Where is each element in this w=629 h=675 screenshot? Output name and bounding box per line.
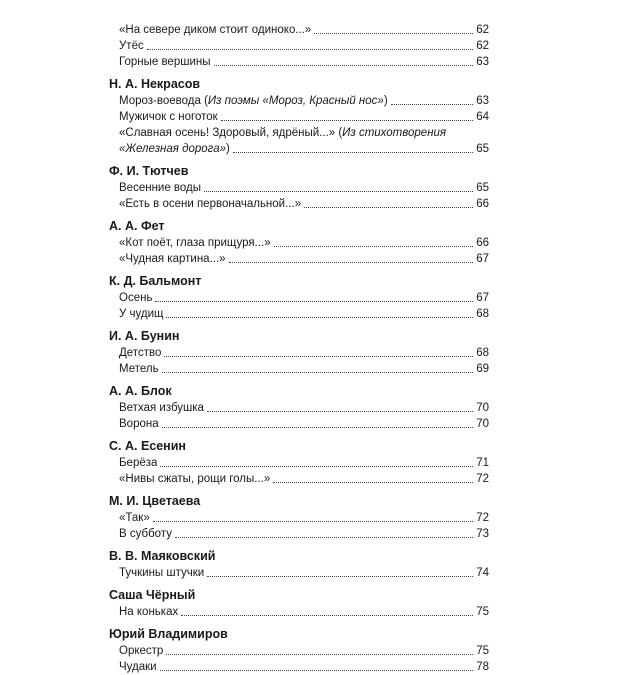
toc-entry bbox=[109, 510, 489, 526]
author-heading: В. В. Маяковский bbox=[109, 549, 216, 563]
entry-page: 67 bbox=[476, 292, 489, 304]
entry-title: Осень bbox=[119, 292, 153, 304]
entry-page: 74 bbox=[476, 567, 489, 579]
entry-title-line1 bbox=[119, 125, 489, 141]
author-heading: Н. А. Некрасов bbox=[109, 77, 201, 91]
dot-leader bbox=[166, 317, 473, 318]
dot-leader bbox=[181, 615, 473, 616]
toc-entry bbox=[109, 251, 489, 267]
entry-source-note: Из стихотворения bbox=[342, 127, 447, 139]
entry-title: Утёс bbox=[119, 40, 144, 52]
toc-entry bbox=[109, 22, 489, 38]
entry-title: «На севере диком стоит одиноко...» bbox=[119, 24, 312, 36]
dot-leader bbox=[273, 482, 473, 483]
toc-entry bbox=[109, 455, 489, 471]
toc-entry bbox=[109, 38, 489, 54]
entry-source-note: «Железная дорога» bbox=[119, 143, 226, 155]
toc-entry bbox=[109, 604, 489, 620]
entry-title bbox=[119, 93, 388, 109]
toc-entry bbox=[109, 196, 489, 212]
entry-title-text: Мороз-воевода ( bbox=[119, 95, 208, 107]
dot-leader bbox=[160, 670, 473, 671]
dot-leader bbox=[204, 191, 473, 192]
author-heading: М. И. Цветаева bbox=[109, 494, 201, 508]
entry-title-line2 bbox=[119, 141, 489, 157]
entry-page: 72 bbox=[476, 512, 489, 524]
entry-page: 66 bbox=[476, 237, 489, 249]
dot-leader bbox=[229, 262, 473, 263]
entry-title: Ворона bbox=[119, 418, 159, 430]
dot-leader bbox=[207, 576, 473, 577]
toc-entry bbox=[109, 93, 489, 109]
entry-page: 63 bbox=[476, 56, 489, 68]
toc-entry bbox=[109, 565, 489, 581]
dot-leader bbox=[160, 466, 473, 467]
toc-entry bbox=[109, 54, 489, 70]
toc-sections bbox=[109, 163, 489, 675]
toc-entry bbox=[109, 526, 489, 542]
entry-page: 70 bbox=[476, 418, 489, 430]
entry-page: 65 bbox=[476, 143, 489, 155]
table-of-contents bbox=[109, 22, 489, 675]
entry-page: 75 bbox=[476, 645, 489, 657]
entry-page: 73 bbox=[476, 528, 489, 540]
dot-leader bbox=[221, 120, 473, 121]
toc-entry bbox=[109, 125, 489, 157]
entry-title: Горные вершины bbox=[119, 56, 211, 68]
entry-title: Чудаки bbox=[119, 661, 157, 673]
entry-page: 63 bbox=[476, 95, 489, 107]
dot-leader bbox=[166, 654, 473, 655]
author-heading: Ф. И. Тютчев bbox=[109, 164, 189, 178]
entry-title: «Чудная картина...» bbox=[119, 253, 226, 265]
dot-leader bbox=[233, 152, 473, 153]
dot-leader bbox=[175, 537, 473, 538]
author-heading: К. Д. Бальмонт bbox=[109, 274, 202, 288]
author-heading: Саша Чёрный bbox=[109, 588, 196, 602]
dot-leader bbox=[274, 246, 473, 247]
entry-page: 69 bbox=[476, 363, 489, 375]
author-heading: А. А. Блок bbox=[109, 384, 172, 398]
toc-entry bbox=[109, 471, 489, 487]
entry-source-note: Из поэмы «Мороз, Красный нос» bbox=[207, 95, 384, 107]
entry-title-close: ) bbox=[226, 143, 230, 155]
dot-leader bbox=[391, 104, 473, 105]
dot-leader bbox=[304, 207, 473, 208]
entry-title: В субботу bbox=[119, 528, 172, 540]
entry-page: 66 bbox=[476, 198, 489, 210]
toc-entry bbox=[109, 643, 489, 659]
entry-title: Тучкины штучки bbox=[119, 567, 205, 579]
entry-page: 78 bbox=[476, 661, 489, 673]
entry-title: «Нивы сжаты, рощи голы...» bbox=[119, 473, 271, 485]
entry-page: 68 bbox=[476, 308, 489, 320]
author-heading: А. А. Фет bbox=[109, 219, 165, 233]
entry-page: 67 bbox=[476, 253, 489, 265]
dot-leader bbox=[153, 521, 473, 522]
entry-page: 72 bbox=[476, 473, 489, 485]
entry-title: Весенние воды bbox=[119, 182, 202, 194]
dot-leader bbox=[162, 427, 473, 428]
author-heading: С. А. Есенин bbox=[109, 439, 186, 453]
toc-entry bbox=[109, 235, 489, 251]
author-heading: Юрий Владимиров bbox=[109, 627, 228, 641]
toc-entry bbox=[109, 659, 489, 675]
entry-page: 64 bbox=[476, 111, 489, 123]
toc-entry bbox=[109, 306, 489, 322]
dot-leader bbox=[214, 65, 474, 66]
toc-entry bbox=[109, 180, 489, 196]
entry-title: У чудищ bbox=[119, 308, 164, 320]
entry-page: 70 bbox=[476, 402, 489, 414]
entry-page: 65 bbox=[476, 182, 489, 194]
entry-title-cont bbox=[119, 141, 230, 157]
dot-leader bbox=[147, 49, 473, 50]
entry-title: Оркестр bbox=[119, 645, 164, 657]
entry-title: «Кот поёт, глаза прищуря...» bbox=[119, 237, 271, 249]
entry-title: Детство bbox=[119, 347, 162, 359]
toc-entry bbox=[109, 416, 489, 432]
entry-title: «Так» bbox=[119, 512, 150, 524]
entry-page: 68 bbox=[476, 347, 489, 359]
entry-page: 71 bbox=[476, 457, 489, 469]
entry-title: Берёза bbox=[119, 457, 158, 469]
entry-title: Метель bbox=[119, 363, 159, 375]
entry-title: Мужичок с ноготок bbox=[119, 111, 218, 123]
author-heading: И. А. Бунин bbox=[109, 329, 180, 343]
entry-title-close: ) bbox=[383, 95, 388, 107]
toc-entry bbox=[109, 290, 489, 306]
entry-page: 75 bbox=[476, 606, 489, 618]
entry-page: 62 bbox=[476, 40, 489, 52]
entry-title: На коньках bbox=[119, 606, 179, 618]
dot-leader bbox=[164, 356, 473, 357]
entry-page: 62 bbox=[476, 24, 489, 36]
entry-title: «Есть в осени первоначальной...» bbox=[119, 198, 302, 210]
dot-leader bbox=[314, 33, 473, 34]
entry-title: Ветхая избушка bbox=[119, 402, 204, 414]
toc-entry bbox=[109, 361, 489, 377]
dot-leader bbox=[162, 372, 473, 373]
toc-entry bbox=[109, 109, 489, 125]
dot-leader bbox=[207, 411, 473, 412]
toc-entry bbox=[109, 400, 489, 416]
entry-title-text: «Славная осень! Здоровый, ядрёный...» ( bbox=[119, 127, 343, 139]
dot-leader bbox=[155, 301, 473, 302]
toc-entry bbox=[109, 345, 489, 361]
